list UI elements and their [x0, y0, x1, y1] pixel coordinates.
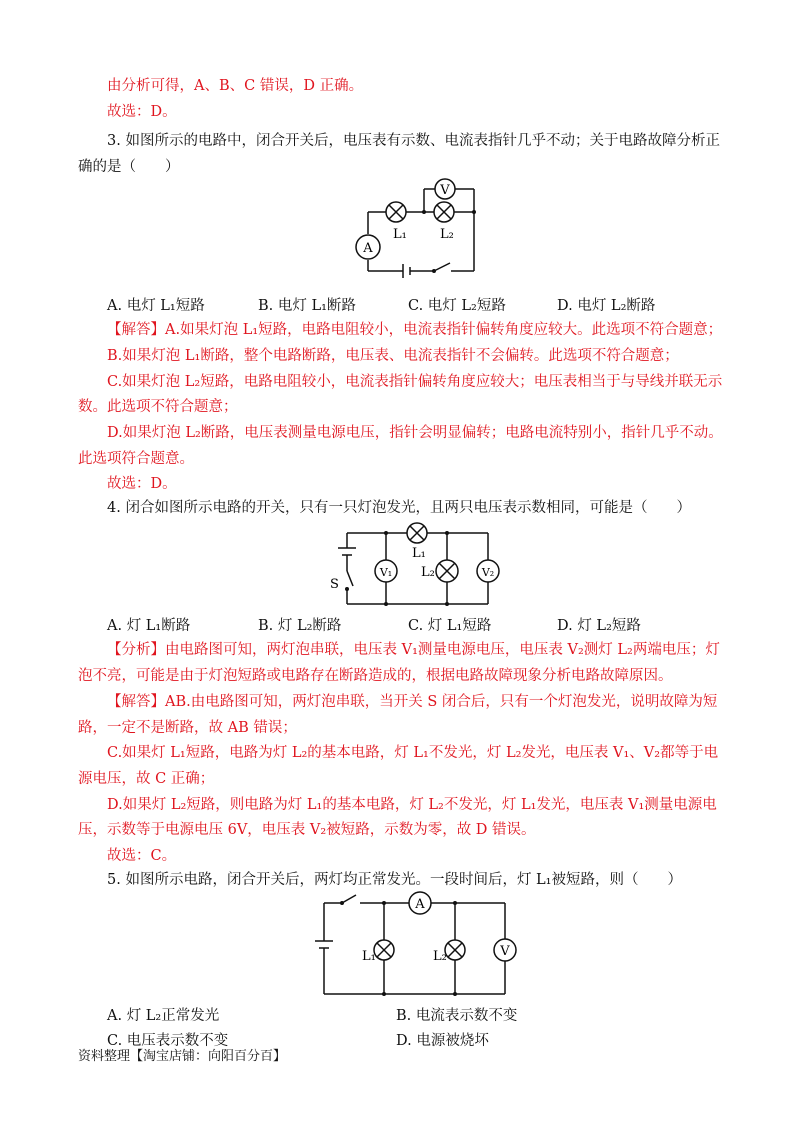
q3-option-d: D. 电灯 L₂断路 — [557, 298, 656, 314]
q4-stem: 4. 闭合如图所示电路的开关，只有一只灯泡发光，且两只电压表示数相同，可能是（ ） — [107, 500, 691, 516]
q3-option-a: A. 电灯 L₁短路 — [107, 298, 205, 314]
q4-option-d: D. 灯 L₂短路 — [557, 618, 641, 634]
q3-option-c: C. 电灯 L₂短路 — [408, 298, 506, 314]
q3-voltmeter-label: V — [440, 183, 450, 198]
footer-source: 资料整理【淘宝店铺：向阳百分百】 — [78, 1049, 287, 1064]
q3-answer-line6: 此选项符合题意。 — [78, 451, 194, 467]
q5-option-b: B. 电流表示数不变 — [396, 1008, 518, 1024]
q3-answer-line2: B.如果灯泡 L₁断路，整个电路断路，电压表、电流表指针不会偏转。此选项不符合题意； — [107, 348, 679, 364]
q5-option-c: C. 电压表示数不变 — [107, 1033, 229, 1049]
q3-option-b: B. 电灯 L₁断路 — [258, 298, 356, 314]
q3-answer-line3: C.如果灯泡 L₂短路，电路电阻较小，电流表指针偏转角度应较大；电压表相当于与导线并联无示 — [107, 374, 723, 390]
q4-option-a: A. 灯 L₁断路 — [107, 618, 191, 634]
q4-analysis-line1: 【分析】由电路图可知，两灯泡串联，电压表 V₁测量电源电压，电压表 V₂测灯 L₂两端电压；灯 — [107, 642, 720, 658]
q3-l1-label: L₁ — [393, 227, 407, 242]
q3-stem-line1: 3. 如图所示的电路中，闭合开关后，电压表有示数、电流表指针几乎不动；关于电路故障分析正 — [107, 133, 720, 149]
q5-voltmeter-label: V — [500, 944, 510, 959]
q4-answer-line3: C.如果灯 L₁短路，电路为灯 L₂的基本电路，灯 L₁不发光，灯 L₂发光，电压表 V₁、V₂都等于电 — [107, 745, 719, 761]
q3-l2-label: L₂ — [440, 227, 454, 242]
q4-answer-line1: 【解答】AB.由电路图可知，两灯泡串联，当开关 S 闭合后，只有一个灯泡发光，说明故障为短 — [107, 694, 718, 710]
q4-answer-line2: 路，一定不是断路，故 AB 错误； — [78, 720, 297, 736]
q4-analysis-line2: 泡不亮，可能是由于灯泡短路或电路存在断路造成的，根据电路故障现象分析电路故障原因。 — [78, 668, 673, 684]
q5-l1-label: L₁ — [362, 949, 376, 964]
q4-switch-label: S — [330, 577, 339, 592]
analysis-conclusion: 由分析可得，A、B、C 错误，D 正确。 — [107, 78, 364, 94]
q4-l2-label: L₂ — [421, 565, 435, 580]
q4-answer-choice: 故选：C。 — [107, 848, 177, 864]
q4-v2-label: V₂ — [481, 566, 495, 579]
q4-answer-line4: 源电压，故 C 正确； — [78, 771, 215, 787]
q5-option-a: A. 灯 L₂正常发光 — [107, 1008, 220, 1024]
q4-option-c: C. 灯 L₁短路 — [408, 618, 492, 634]
q3-answer-line5: D.如果灯泡 L₂断路，电压表测量电源电压，指针会明显偏转；电路电流特别小，指针几乎不动。 — [107, 425, 723, 441]
q4-option-b: B. 灯 L₂断路 — [258, 618, 342, 634]
q4-v1-label: V₁ — [379, 566, 393, 579]
q5-option-d: D. 电源被烧坏 — [396, 1033, 489, 1049]
q4-answer-line6: 压，示数等于电源电压 6V，电压表 V₂被短路，示数为零，故 D 错误。 — [78, 822, 536, 838]
q5-l2-label: L₂ — [433, 949, 447, 964]
q3-answer-choice: 故选：D。 — [107, 476, 177, 492]
q3-stem-line2: 确的是（ ） — [78, 159, 180, 175]
q4-answer-line5: D.如果灯 L₂短路，则电路为灯 L₁的基本电路，灯 L₂不发光，灯 L₁发光，电压表 V₁测量电源电 — [107, 797, 717, 813]
q3-answer-line1: 【解答】A.如果灯泡 L₁短路，电路电阻较小，电流表指针偏转角度应较大。此选项不符合题意； — [107, 322, 723, 338]
answer-choice: 故选：D。 — [107, 104, 177, 120]
q5-ammeter-label: A — [415, 897, 425, 912]
q3-ammeter-label: A — [363, 241, 373, 256]
q4-l1-label: L₁ — [412, 546, 426, 561]
q3-answer-line4: 数。此选项不符合题意； — [78, 399, 238, 415]
q5-stem: 5. 如图所示电路，闭合开关后，两灯均正常发光。一段时间后，灯 L₁被短路，则（ ） — [107, 872, 682, 888]
